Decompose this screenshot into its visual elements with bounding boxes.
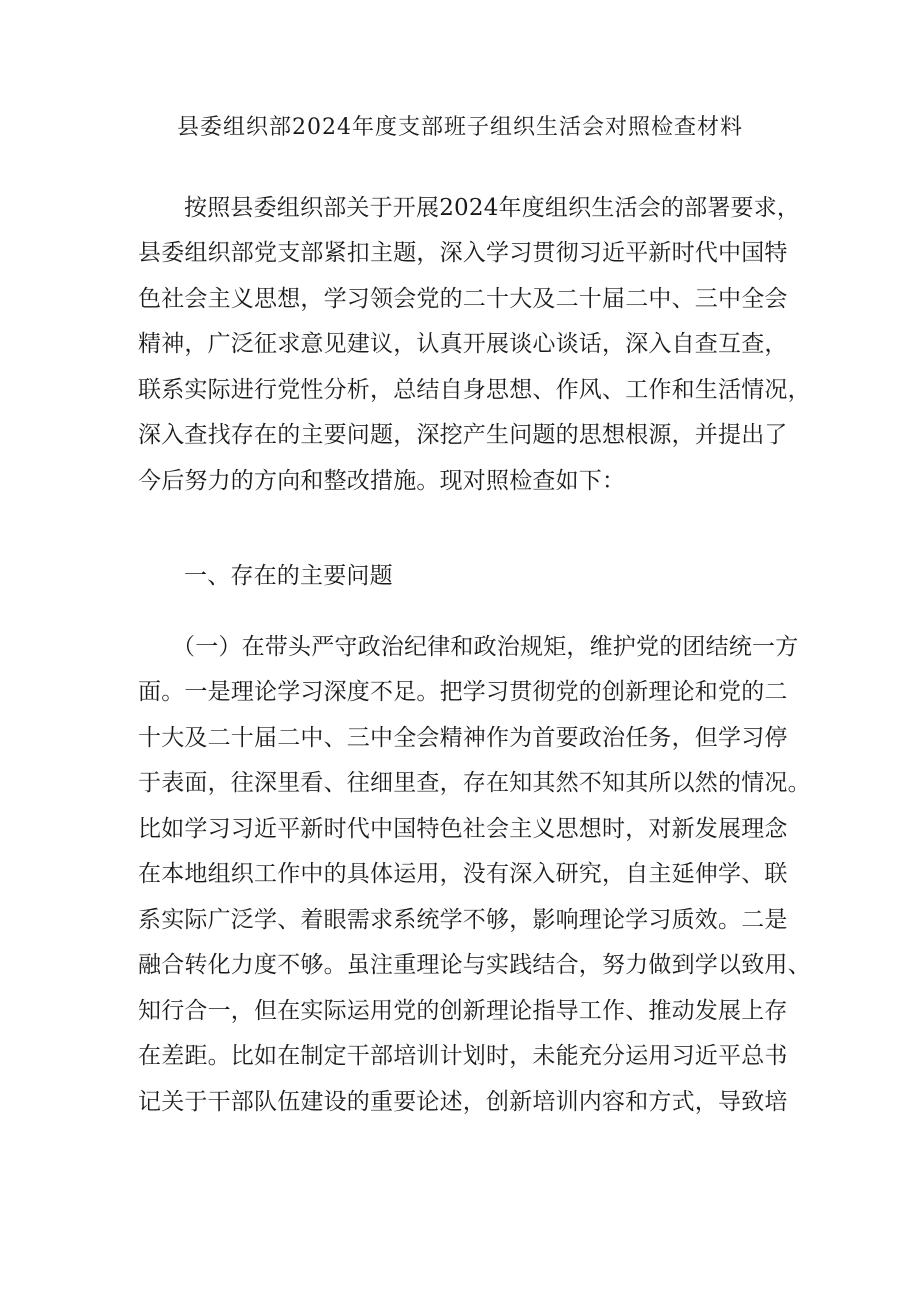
body-line-8: 融合转化力度不够。虽注重理论与实践结合，努力做到学以致用、: [138, 952, 811, 978]
body-line-7: 系实际广泛学、着眼需求系统学不够，影响理论学习质效。二是: [138, 907, 788, 933]
body-line-10: 在差距。比如在制定干部培训计划时，未能充分运用习近平总书: [138, 1043, 788, 1069]
intro-line-7: 今后努力的方向和整改措施。现对照检查如下：: [138, 468, 626, 494]
intro-line-1: 按照县委组织部关于开展2024年度组织生活会的部署要求，: [184, 195, 801, 221]
intro-line-6: 深入查找存在的主要问题，深挖产生问题的思想根源，并提出了: [138, 422, 788, 448]
body-line-6: 在本地组织工作中的具体运用，没有深入研究，自主延伸学、联: [138, 861, 788, 887]
body-line-1: （一）在带头严守政治纪律和政治规矩，维护党的团结统一方: [172, 634, 799, 660]
document-title: 县委组织部2024年度支部班子组织生活会对照检查材料: [177, 115, 743, 140]
body-line-5: 比如学习习近平新时代中国特色社会主义思想时，对新发展理念: [138, 816, 788, 842]
body-line-9: 知行合一，但在实际运用党的创新理论指导工作、推动发展上存: [138, 998, 788, 1024]
body-line-11: 记关于干部队伍建设的重要论述，创新培训内容和方式，导致培: [138, 1089, 788, 1115]
intro-line-5: 联系实际进行党性分析，总结自身思想、作风、工作和生活情况，: [138, 377, 811, 403]
section-heading: 一、存在的主要问题: [184, 563, 393, 589]
intro-line-3: 色社会主义思想，学习领会党的二十大及二十届二中、三中全会: [138, 286, 788, 312]
intro-line-4: 精神，广泛征求意见建议，认真开展谈心谈话，深入自查互查，: [138, 331, 788, 357]
body-line-4: 于表面，往深里看、往细里查，存在知其然不知其所以然的情况。: [138, 770, 811, 796]
body-line-2: 面。一是理论学习深度不足。把学习贯彻党的创新理论和党的二: [138, 679, 788, 705]
intro-line-2: 县委组织部党支部紧扣主题，深入学习贯彻习近平新时代中国特: [138, 240, 788, 266]
body-line-3: 十大及二十届二中、三中全会精神作为首要政治任务，但学习停: [138, 725, 788, 751]
